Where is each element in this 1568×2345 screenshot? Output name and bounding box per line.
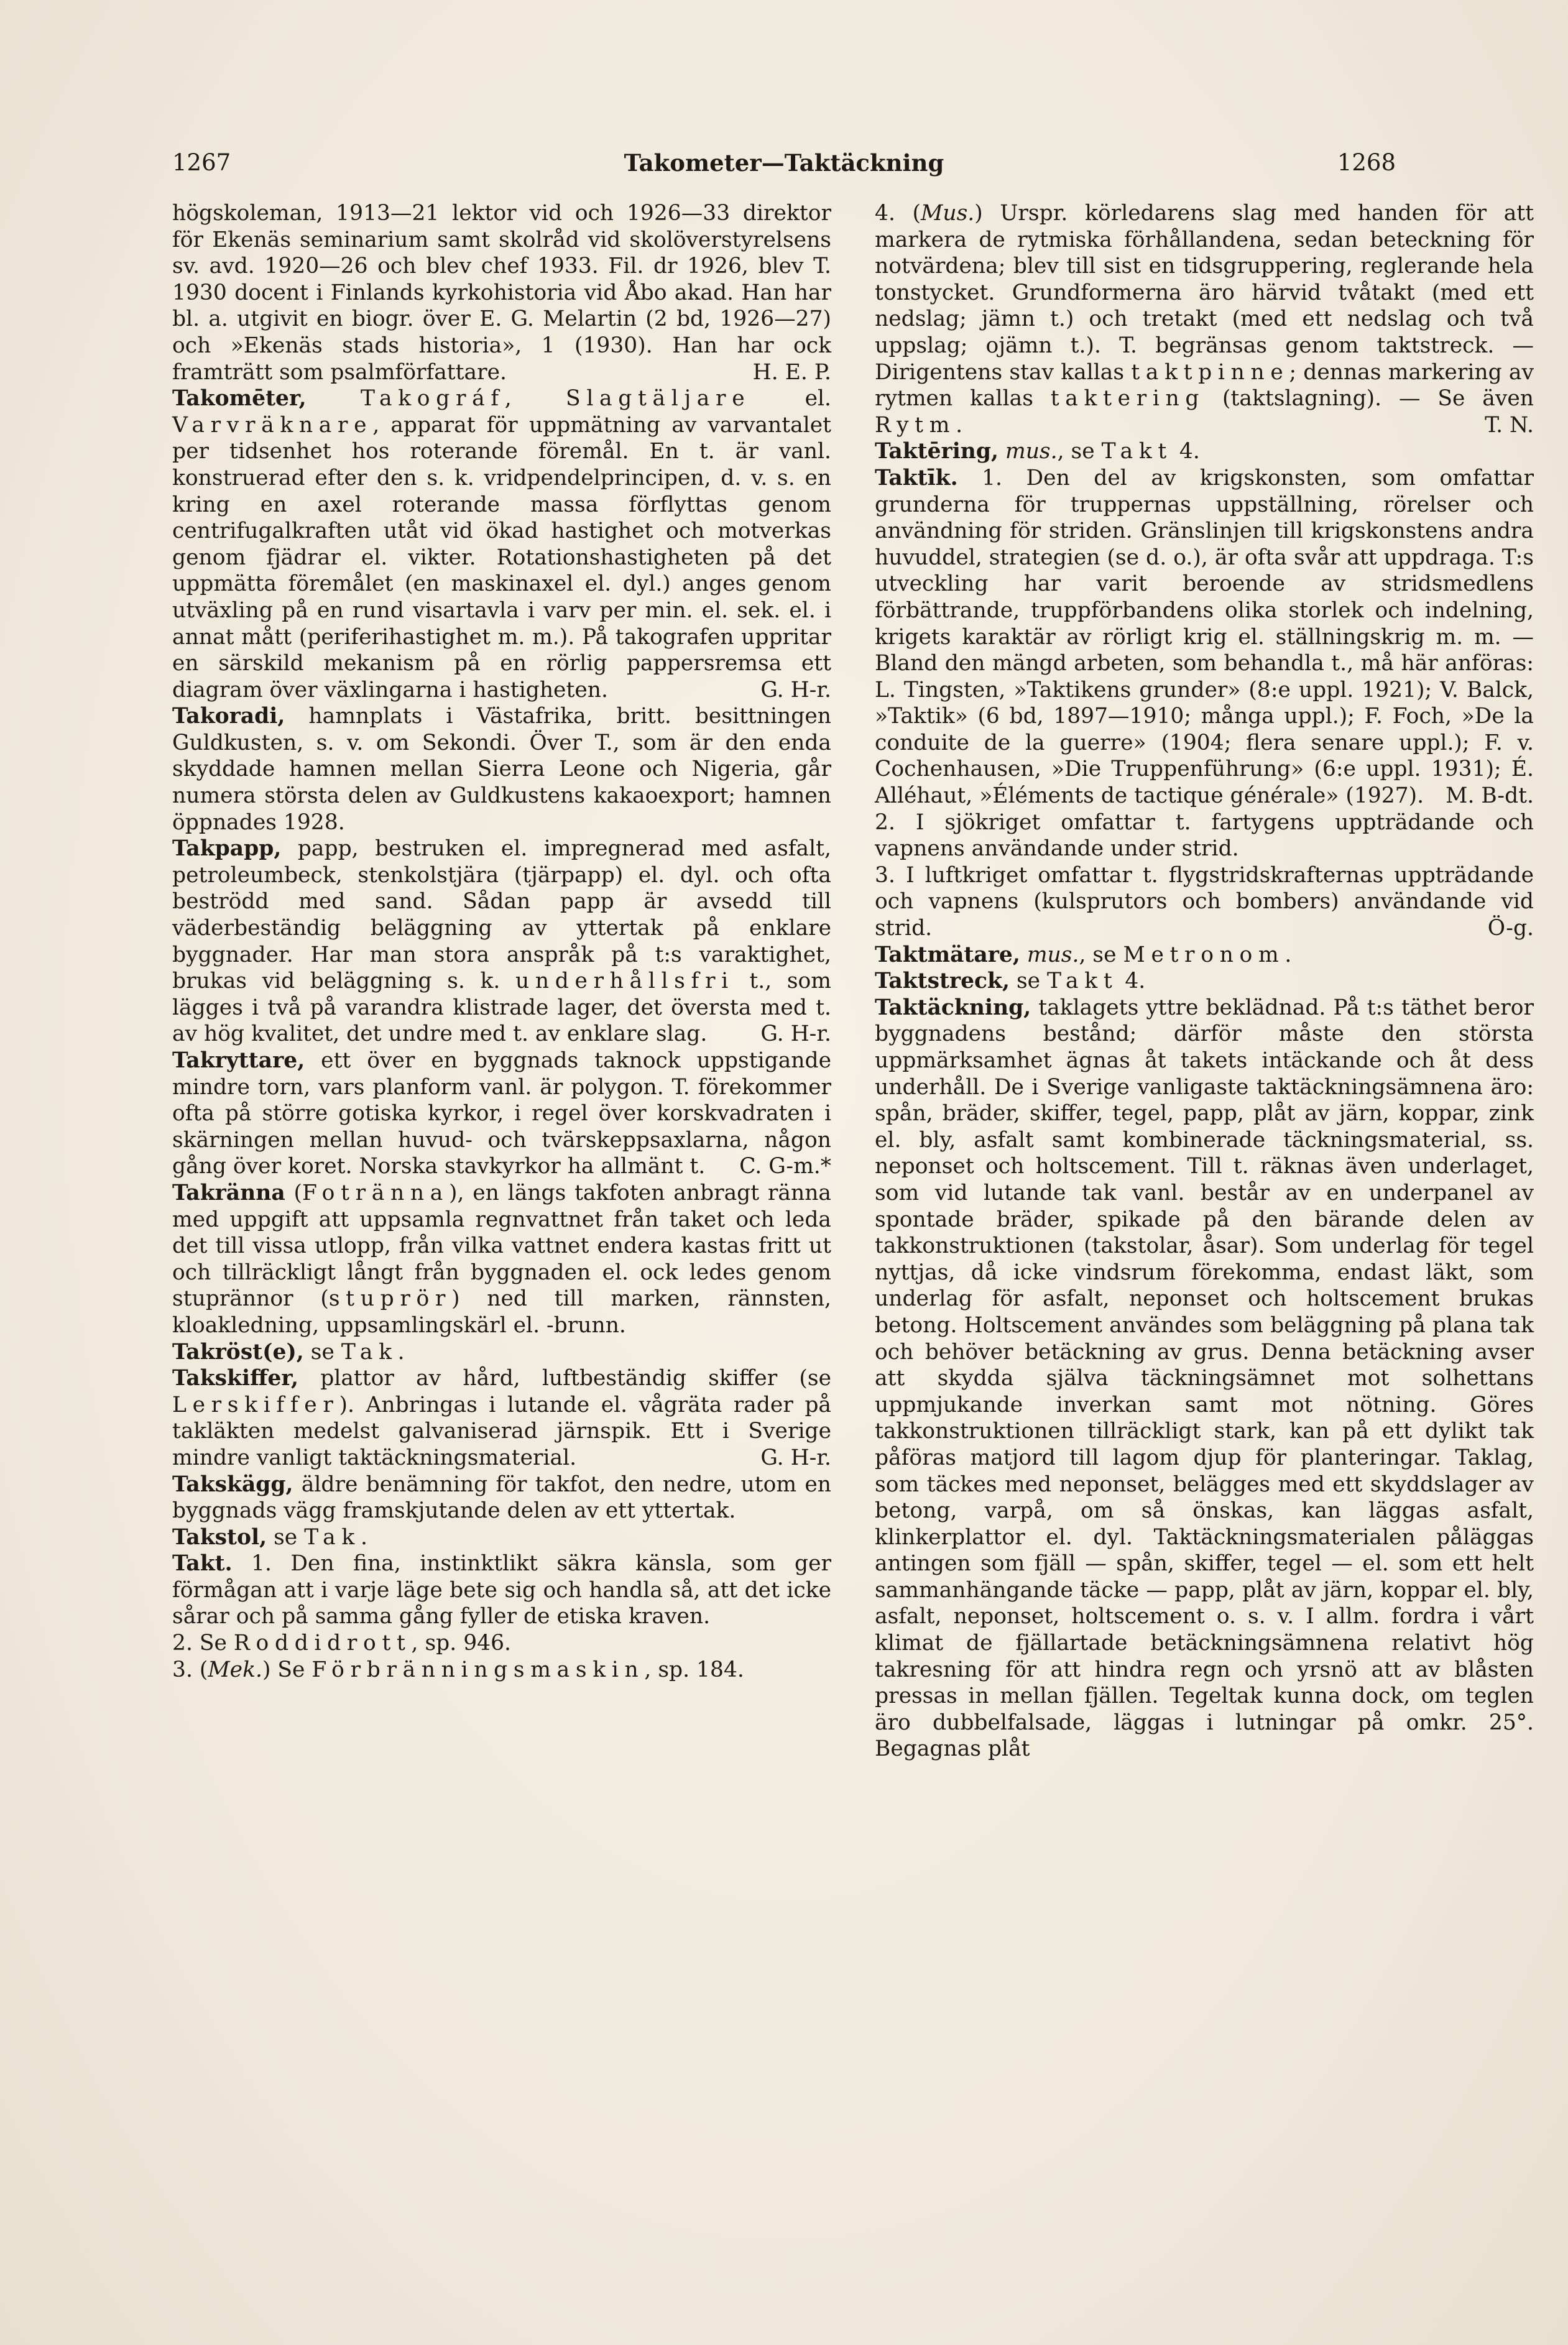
- entry-text: 2. Se: [172, 1631, 234, 1656]
- entry-text: ; dennas markering av rytmen kallas: [875, 359, 1534, 412]
- entry-text: ) Urspr. körledarens slag med handen för att markera de rytmiska förhållandena, sedan beteckning för notvärdena; blev till sist en tidsgruppering, reglerande hela tonstycket. Grundformerna äro härvid tvåtakt (med ett nedslag; jämn t.) och tretakt (med ett nedslag och två uppslag; ojämn t.). T. begränsas genom taktstreck. — Dirigentens stav kallas: [875, 201, 1534, 385]
- entry-text: [998, 439, 1005, 464]
- entry-headword: Takpapp,: [172, 836, 282, 862]
- spaced-term: Lerskiffer: [172, 1392, 339, 1417]
- entry-paragraph: [172, 836, 831, 1048]
- entry-headword: Takröst(e),: [172, 1339, 304, 1365]
- entry-text: 3. I luftkriget omfattar t. flygstridskrafternas uppträdande och vapnens (kulsprutors och bombers) användande vid strid.: [875, 862, 1534, 941]
- entry-text: se: [267, 1524, 305, 1550]
- entry-text: 1. Den del av krigskonsten, som omfattar grunderna för truppernas uppställning, rörelser och användning för striden. Gränslinjen till krigskonstens andra huvuddel, strategien (se d. o.), är ofta svår att uppdraga. T:s utveckling har varit beroende av stridsmedlens förbättrande, truppförbandens olika storlek och indelning, krigets karaktär av rörligt krig el. ställningskrig m. m. — Bland den mängd arbeten, som behandla t., må här anföras: L. Tingsten, »Taktikens grunder» (8:e uppl. 1921); V. Balck, »Taktik» (6 bd, 1897—1910; många uppl.); F. Foch, »De la conduite de la guerre» (1904; flera senare uppl.); F. v. Cochenhausen, »Die Truppenführung» (6:e uppl. 1931); É. Alléhaut, »Éléments de tactique générale» (1927).: [875, 465, 1534, 809]
- entry-paragraph: [172, 1657, 831, 1684]
- entry-paragraph: [172, 1472, 831, 1524]
- entry-text: ett över en byggnads taknock uppstigande mindre torn, vars planform vanl. är polygon. T. förekommer ofta på större gotiska kyrkor, i regel över korskvadraten i skärningen mellan huvud- och tvärskeppsaxlarna, någon gång över koret. Norska stavkyrkor ha allmänt t.: [172, 1048, 831, 1179]
- entry-headword: Takskiffer,: [172, 1366, 299, 1391]
- entry-paragraph: [875, 465, 1534, 809]
- entry-paragraph: [172, 1339, 831, 1366]
- entry-headword: Taktēring,: [875, 439, 999, 464]
- entry-text: 4.: [1172, 439, 1200, 464]
- running-header: [172, 149, 1396, 187]
- entry-text: ,: [504, 386, 566, 412]
- entry-paragraph: [172, 385, 831, 703]
- entry-text: , sp. 184.: [644, 1657, 744, 1682]
- entry-text: ) ned till marken, rännsten, kloakledning, uppsamlingskärl el. -brunn.: [172, 1286, 832, 1338]
- entry-text: 2. I sjökriget omfattar t. fartygens uppträdande och vapnens användande under strid.: [875, 809, 1534, 862]
- spaced-term: Takt: [1101, 439, 1173, 464]
- entry-text: [1020, 942, 1027, 967]
- entry-text: , sp. 946.: [411, 1631, 512, 1656]
- entry-paragraph: [172, 1550, 831, 1630]
- italic-term: Mus.: [921, 201, 975, 226]
- spaced-term: Metronom: [1123, 942, 1285, 967]
- italic-term: mus.: [1026, 942, 1079, 967]
- entry-text: se: [1009, 969, 1048, 994]
- spaced-term: Slagtäljare: [566, 386, 751, 412]
- right-page-number: 1268: [1337, 149, 1396, 176]
- entry-text: 1. Den fina, instinktlikt säkra känsla, som ger förmågan att i varje läge bete sig och handla så, att det icke sårar och på samma gång fyller de etiska kraven.: [172, 1551, 831, 1629]
- entry-text: ), en längs takfoten anbragt ränna med uppgift att uppsamla regnvattnet från taket och leda det till vissa utlopp, från vilka vattnet endera kastas fritt ut och tillräckligt långt från byggnaden el. ock ledes genom stuprännor (: [172, 1180, 831, 1312]
- entry-paragraph: [172, 1180, 831, 1339]
- entry-paragraph: [875, 995, 1534, 1762]
- spaced-term: Roddidrott: [233, 1631, 412, 1656]
- spaced-term: Förbränningsmaskin: [311, 1657, 645, 1682]
- entry-paragraph: [875, 862, 1534, 942]
- entry-paragraph: [172, 1524, 831, 1551]
- entry-text: hamnplats i Västafrika, britt. besittningen Guldkusten, s. v. om Sekondi. Över T., som är den enda skyddade hamnen mellan Sierra Leone och Nigeria, går numera största delen av Guldkustens kakaoexport; hamnen öppnades 1928.: [172, 704, 831, 835]
- entry-headword: Takryttare,: [172, 1048, 305, 1073]
- italic-term: mus.: [1005, 439, 1058, 464]
- spaced-term: Fotränna: [302, 1180, 449, 1205]
- spaced-term: Takográf: [360, 386, 505, 412]
- entry-text: , se: [1079, 942, 1123, 967]
- entry-paragraph: [172, 200, 831, 385]
- running-title: Takometer—Taktäckning: [624, 149, 944, 177]
- author-signature: C. G-m.*: [739, 1154, 831, 1179]
- right-column: [875, 200, 1534, 1762]
- spaced-term: taktpinne: [1131, 359, 1289, 385]
- spaced-term: stuprör: [328, 1286, 452, 1312]
- entry-text: papp, bestruken el. impregnerad med asfalt, petroleumbeck, stenkolstjära (tjärpapp) el. dyl. och ofta beströdd med sand. Sådan papp är avsedd till väderbeständig beläggning av yttertak på enklare byggnader. Har man stora anspråk på t:s varaktighet, brukas vid beläggning s. k.: [172, 836, 831, 994]
- entry-text: , apparat för uppmätning av varvantalet per tidsenhet hos roterande föremål. En t. är vanl. konstruerad efter den s. k. vridpendelprincipen, d. v. s. en kring en axel roterande massa förflyttas genom centrifugalkraften utåt vid ökad hastighet och motverkas genom fjädrar el. vikter. Rotationshastigheten på det uppmätta föremålet (en maskinaxel el. dyl.) anges genom utväxling på en rund visartavla i varv per min. el. sek. el. i annat mått (periferihastighet m. m.). På takografen uppritar en särskild mekanism på en rörlig pappersremsa ett diagram över växlingarna i hastigheten.: [172, 412, 831, 703]
- entry-paragraph: [875, 438, 1534, 465]
- entry-paragraph: [172, 1630, 831, 1657]
- spaced-term: Tak: [304, 1524, 361, 1550]
- author-signature: T. N.: [1485, 412, 1534, 438]
- italic-term: Mek.: [208, 1657, 262, 1682]
- author-signature: M. B-dt.: [1446, 783, 1534, 809]
- entry-text: [307, 386, 361, 411]
- entry-text: , se: [1057, 439, 1102, 464]
- entry-text: ). Anbringas i lutande el. vågräta rader på takläkten medelst galvaniserad järnspik. Ett i Sverige mindre vanligt taktäckningsmaterial.: [172, 1392, 831, 1470]
- entry-headword: Takt.: [172, 1551, 233, 1577]
- entry-text: se: [303, 1339, 341, 1365]
- left-page-number: 1267: [172, 149, 231, 176]
- spaced-term: Takt: [1047, 969, 1118, 994]
- entry-text: .: [956, 412, 963, 438]
- left-column: [172, 200, 831, 1683]
- author-signature: H. E. P.: [752, 359, 831, 385]
- entry-paragraph: [875, 809, 1534, 862]
- entry-headword: Taktmätare,: [875, 942, 1020, 967]
- entry-headword: Taktäckning,: [875, 995, 1031, 1020]
- spaced-term: taktering: [1050, 386, 1206, 412]
- entry-headword: Takoradi,: [172, 704, 285, 729]
- entry-text: .: [1284, 942, 1292, 967]
- entry-headword: Takstol,: [172, 1524, 267, 1550]
- spaced-term: Rytm: [875, 412, 956, 438]
- entry-text: ) Se: [262, 1657, 312, 1682]
- entry-text: äldre benämning för takfot, den nedre, utom en byggnads vägg framskjutande delen av ett yttertak.: [172, 1472, 831, 1524]
- author-signature: G. H-r.: [760, 677, 831, 703]
- entry-headword: Takskägg,: [172, 1472, 293, 1497]
- entry-paragraph: [875, 942, 1534, 969]
- author-signature: Ö-g.: [1487, 916, 1534, 941]
- spaced-term: Tak: [341, 1339, 398, 1365]
- entry-headword: Takomēter,: [172, 386, 307, 412]
- entry-headword: Taktīk.: [875, 465, 958, 491]
- entry-paragraph: [875, 200, 1534, 438]
- entry-headword: Taktstreck,: [875, 969, 1010, 994]
- entry-paragraph: [172, 1048, 831, 1180]
- entry-text: (: [285, 1180, 302, 1205]
- entry-text: .: [360, 1524, 367, 1550]
- entry-text: 4. (: [875, 201, 921, 226]
- entry-paragraph: [172, 703, 831, 836]
- author-signature: G. H-r.: [760, 1021, 831, 1047]
- entry-text: 3. (: [172, 1657, 208, 1682]
- entry-text: el.: [750, 386, 832, 412]
- entry-paragraph: [172, 1365, 831, 1471]
- entry-text: 4.: [1118, 969, 1146, 994]
- entry-text: .: [397, 1339, 405, 1365]
- entry-text: plattor av hård, luftbeständig skiffer (se: [298, 1366, 831, 1391]
- author-signature: G. H-r.: [760, 1445, 831, 1470]
- entry-text: högskoleman, 1913—21 lektor vid och 1926—33 direktor för Ekenäs seminarium samt skolråd vid skolöverstyrelsens sv. avd. 1920—26 och blev chef 1933. Fil. dr 1926, blev T. 1930 docent i Finlands kyrkohistoria vid Åbo akad. Han har bl. a. utgivit en biogr. över E. G. Melartin (2 bd, 1926—27) och »Ekenäs stads historia», 1 (1930). Han har ock framträtt som psalmförfattare.: [172, 201, 831, 385]
- entry-text: t., som lägges i två på varandra klistrade lager, det översta med t. av hög kvalitet, det undre med t. av enklare slag.: [172, 969, 832, 1047]
- spaced-term: underhållsfri: [515, 969, 734, 994]
- entry-text: (taktslagning). — Se även: [1205, 386, 1534, 412]
- entry-headword: Takränna: [172, 1180, 285, 1205]
- entry-text: taklagets yttre beklädnad. På t:s täthet beror byggnadens bestånd; därför måste den största uppmärksamhet ägnas åt takets intäckande och åt dess underhåll. De i Sverige vanligaste taktäckningsämnena äro: spån, bräder, skiffer, tegel, papp, plåt av järn, koppar, zink el. bly, asfalt samt kombinerade täckningsmaterial, ss. neponset och holtscement. Till t. räknas även underlaget, som vid lutande tak vanl. består av en underpanel av spontade bräder, spikade på den bärande delen av takkonstruktionen (takstolar, åsar). Som underlag för tegel nyttjas, då icke vindsrum förekomma, endast läkt, som underlag för asfalt, neponset och holtscement brukas betong. Holtscement användes som beläggning på plana tak och behöver betäckning av grus. Denna betäckning avser att skydda själva täckningsämnet mot solhettans uppmjukande inverkan samt mot nötning. Göres takkonstruktionen tillräckligt stark, kan på ett dylikt tak påföras matjord till lagom djup för planteringar. Taklag, som täckes med neponset, belägges med ett skyddslager av betong, varpå, om så önskas, kan läggas asfalt, klinkerplattor el. dyl. Taktäckningsmaterialen påläggas antingen som fjäll — spån, skiffer, tegel — el. som ett helt sammanhängande täcke — papp, plåt av järn, koppar el. bly, asfalt, neponset, holtscement o. s. v. I allm. fordra i vårt klimat de fjällartade betäckningsämnena relativt hög takresning för att hindra regn och yrsnö att av blåsten pressas in mellan fjällen. Tegeltak kunna dock, om teglen äro dubbelfalsade, läggas i lutningar på omkr. 25°. Begagnas plåt: [875, 995, 1534, 1762]
- entry-paragraph: [875, 968, 1534, 995]
- spaced-term: Varvräknare: [172, 412, 373, 438]
